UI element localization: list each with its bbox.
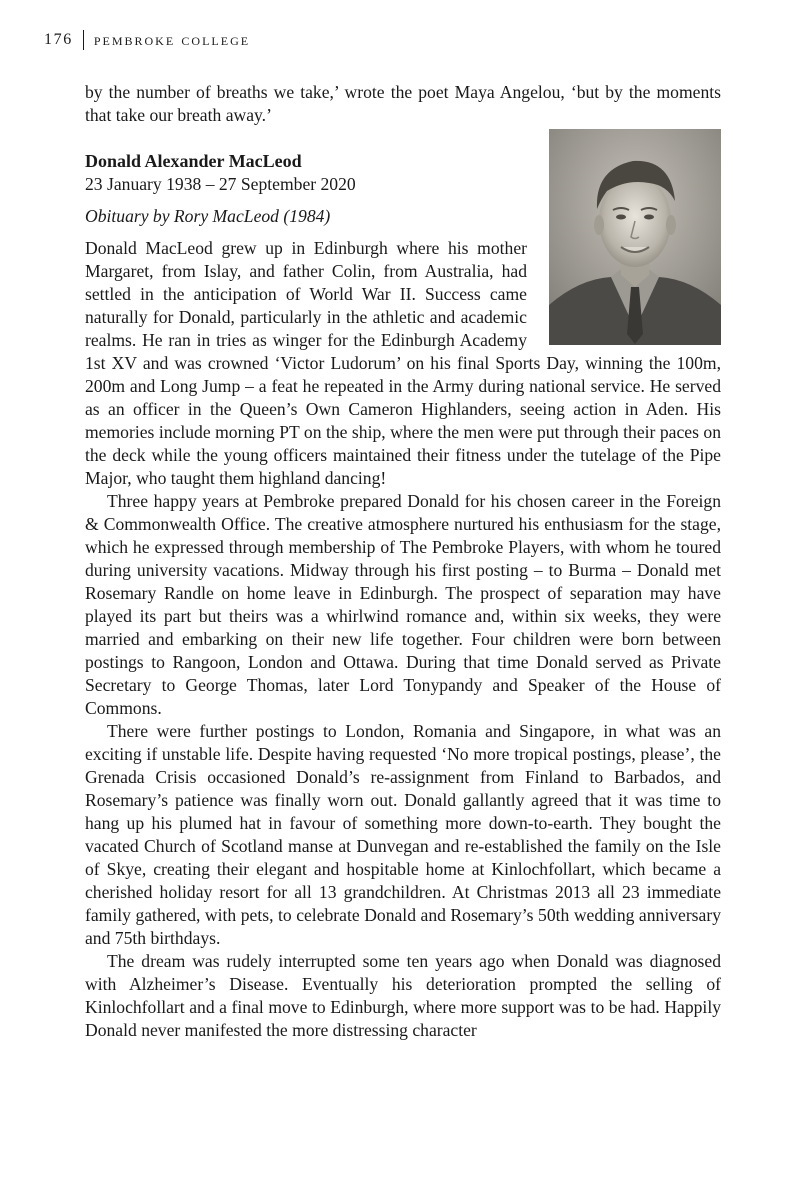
obituary-paragraph-1: Donald MacLeod grew up in Edinburgh where his mother Margaret, from Islay, and father Colin, from Australia, had settled in the anticipation of World War II. Success came naturally for Donald, particularly in the athletic and academic realms. He ran in tries as winger for the Edinburgh Academy 1st XV and was crowned ‘Victor Ludorum’ on his final Sports Day, winning the 100m, 200m and Long Jump – a feat he repeated in the Army during national service. He served as an officer in the Queen’s Own Cameron Highlanders, seeing action in Aden. His memories include morning PT on the ship, where the men were put through their paces on the deck while the young officers maintained their fitness under the tutelage of the Pipe Major, who taught them highland dancing!: [85, 238, 721, 488]
obituary-paragraph-4: The dream was rudely interrupted some ten years ago when Donald was diagnosed with Alzheimer’s Disease. Eventually his deterioration prompted the selling of Kinlochfollart and a final move to Edinburgh, where more support was to be had. Happily Donald never manifested the more distressing character: [85, 951, 721, 1040]
obituary-dates: 23 January 1938 – 27 September 2020: [85, 174, 356, 194]
running-head-title: pembroke college: [93, 30, 251, 49]
page-body: [85, 81, 721, 1042]
obituary-byline: Obituary by Rory MacLeod (1984): [85, 206, 331, 226]
obituary-paragraph-2: Three happy years at Pembroke prepared Donald for his chosen career in the Foreign & Commonwealth Office. The creative atmosphere nurtured his enthusiasm for the stage, which he expressed through membership of The Pembroke Players, with whom he toured during university vacations. Midway through his first posting – to Burma – Donald met Rosemary Randle on home leave in Edinburgh. The prospect of separation may have played its part but theirs was a whirlwind romance and, within six weeks, they were married and embarking on their new life together. Four children were born between postings to Rangoon, London and Ottawa. During that time Donald served as Private Secretary to George Thomas, later Lord Tonypandy and Speaker of the House of Commons.: [85, 491, 721, 718]
running-head: [44, 30, 250, 50]
portrait-image: [549, 129, 721, 345]
intro-paragraph: by the number of breaths we take,’ wrote the poet Maya Angelou, ‘but by the moments that take our breath away.’: [85, 82, 721, 125]
obituary-name: Donald Alexander MacLeod: [85, 151, 302, 171]
portrait-photo: [549, 129, 721, 345]
page-number: 176: [44, 31, 73, 48]
header-divider: [83, 30, 84, 50]
obituary-paragraph-3: There were further postings to London, Romania and Singapore, in what was an exciting if unstable life. Despite having requested ‘No more tropical postings, please’, the Grenada Crisis occasioned Donald’s re-assignment from Finland to Barbados, and Rosemary’s patience was finally worn out. Donald gallantly agreed that it was time to hang up his plumed hat in favour of something more down-to-earth. They bought the vacated Church of Scotland manse at Dunvegan and re-established the family on the Isle of Skye, creating their elegant and hospitable home at Kinlochfollart, which became a cherished holiday resort for all 13 grandchildren. At Christmas 2013 all 23 immediate family gathered, with pets, to celebrate Donald and Rosemary’s 50th wedding anniversary and 75th birthdays.: [85, 721, 721, 948]
